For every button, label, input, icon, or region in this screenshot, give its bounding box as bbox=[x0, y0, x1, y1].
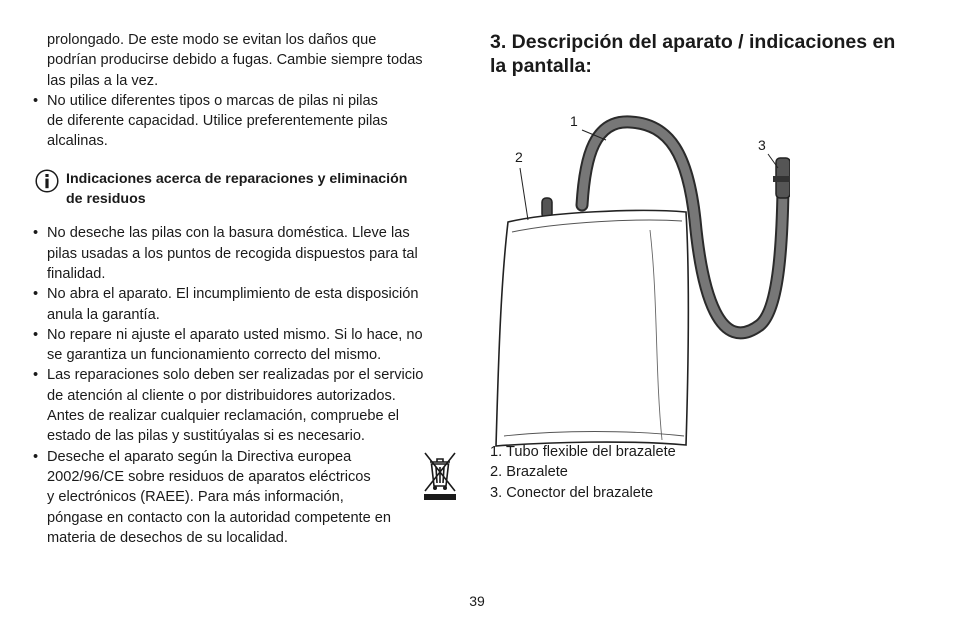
bullet-do-not-repair bbox=[33, 325, 468, 366]
left-column bbox=[33, 30, 468, 548]
legend-item: 2. Brazalete bbox=[490, 464, 568, 481]
figure-legend bbox=[490, 442, 676, 503]
bullet-battery-types bbox=[33, 91, 468, 152]
text-line: • Deseche el aparato según la Directiva europea bbox=[47, 448, 352, 465]
text-line: de atención al cliente o por distribuidores autorizados. bbox=[47, 387, 396, 404]
text-line: estado de las pilas y sustitúyalas si es necesario. bbox=[47, 428, 365, 445]
text-line: Antes de realizar cualquier reclamación, compruebe el bbox=[47, 408, 400, 425]
callout-2: 2 bbox=[515, 149, 523, 165]
legend-item: 3. Conector del brazalete bbox=[490, 484, 654, 501]
title-line: 3. Descripción del aparato / indicaciones en bbox=[490, 31, 896, 53]
heading-line: Indicaciones acerca de reparaciones y eliminación bbox=[66, 170, 408, 187]
text-line: se garantiza un funcionamiento correcto del mismo. bbox=[47, 347, 382, 364]
intro-paragraph bbox=[47, 30, 468, 91]
info-icon bbox=[35, 169, 59, 193]
bullet-do-not-open bbox=[33, 284, 468, 325]
text-line: • No deseche las pilas con la basura doméstica. Lleve las bbox=[47, 225, 410, 242]
bullet-batteries-waste bbox=[33, 223, 468, 284]
text-line: materia de desechos de su localidad. bbox=[47, 529, 288, 546]
repair-disposal-heading bbox=[33, 169, 468, 210]
title-line: la pantalla: bbox=[490, 55, 592, 77]
right-column bbox=[490, 30, 930, 501]
text-line: • No utilice diferentes tipos o marcas de pilas ni pilas bbox=[47, 92, 378, 109]
page-number: 39 bbox=[469, 593, 485, 609]
bullet-authorized-service bbox=[33, 365, 468, 446]
text-line: podrían producirse debido a fugas. Cambie siempre todas bbox=[47, 52, 423, 69]
text-line: prolongado. De este modo se evitan los daños que bbox=[47, 32, 377, 48]
text-line: alcalinas. bbox=[47, 133, 108, 150]
legend-item: 1. Tubo flexible del brazalete bbox=[490, 444, 676, 460]
bullet-weee-disposal bbox=[33, 447, 468, 548]
text-line: póngase en contacto con la autoridad competente en bbox=[47, 509, 392, 526]
callout-1: 1 bbox=[570, 113, 578, 129]
text-line: pilas usadas a los puntos de recogida dispuestos para tal bbox=[47, 245, 418, 262]
text-line: anula la garantía. bbox=[47, 306, 160, 323]
text-line: finalidad. bbox=[47, 265, 106, 282]
crossed-bin-icon bbox=[422, 449, 458, 501]
text-line: y electrónicos (RAEE). Para más información, bbox=[47, 489, 344, 506]
text-line: • No abra el aparato. El incumplimiento de esta disposición bbox=[47, 286, 419, 303]
text-line: • No repare ni ajuste el aparato usted mismo. Si lo hace, no bbox=[47, 326, 423, 343]
text-line: de diferente capacidad. Utilice preferentemente pilas bbox=[47, 113, 388, 130]
callout-3: 3 bbox=[758, 137, 766, 153]
cuff-illustration bbox=[490, 80, 790, 460]
text-line: 2002/96/CE sobre residuos de aparatos eléctricos bbox=[47, 468, 371, 485]
text-line: • Las reparaciones solo deben ser realizadas por el servicio bbox=[47, 367, 424, 384]
heading-line: de residuos bbox=[66, 191, 146, 208]
text-line: las pilas a la vez. bbox=[47, 72, 159, 89]
section-title bbox=[490, 30, 930, 78]
cuff-body bbox=[496, 210, 688, 446]
